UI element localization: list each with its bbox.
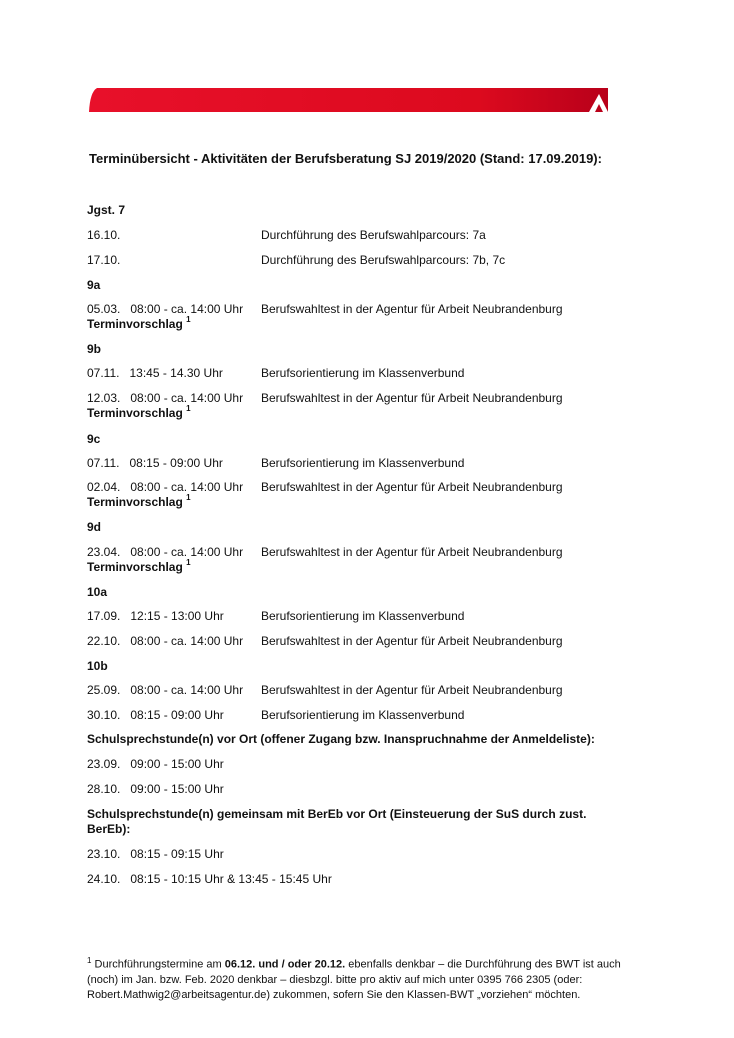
office-hours-item: 24.10. 08:15 - 10:15 Uhr & 13:45 - 15:45 Uhr — [87, 872, 332, 886]
section-10b: 10b — [87, 659, 108, 673]
section-jgst7: Jgst. 7 — [87, 203, 126, 217]
row-date: 07.11. 13:45 - 14.30 Uhr — [87, 366, 223, 380]
row-note: Terminvorschlag $^1$ — [87, 404, 191, 420]
row-date: 30.10. 08:15 - 09:00 Uhr — [87, 708, 224, 722]
row-event: Berufsorientierung im Klassenverbund — [261, 456, 465, 470]
row-note: Terminvorschlag $^1$ — [87, 315, 191, 331]
row-note: Terminvorschlag $^1$ — [87, 558, 191, 574]
row-event: Durchführung des Berufswahlparcours: 7a — [261, 228, 486, 242]
row-event: Berufswahltest in der Agentur für Arbeit Neubrandenburg — [261, 545, 563, 559]
footnote: $^1$ Durchführungstermine am 06.12. und / oder 20.12. ebenfalls denkbar – die Durchführung des BWT ist auch (noch) im Jan. bzw. Feb. 2020 denkbar – diesbzgl. bitte pro aktiv auf mich unter 0395 766 2305 (oder: Robert.Mathwig2@arbeitsagentur.de) zukommen, sofern Sie den Klassen-BWT „vorziehen“ möchten. — [87, 956, 621, 1001]
row-date: 07.11. 08:15 - 09:00 Uhr — [87, 456, 223, 470]
row-note: Terminvorschlag $^1$ — [87, 493, 191, 509]
row-event: Berufsorientierung im Klassenverbund — [261, 366, 465, 380]
section-9d: 9d — [87, 520, 102, 534]
joint-office-hours-heading: Schulsprechstunde(n) gemeinsam mit BerEb vor Ort (Einsteuerung der SuS durch zust. — [87, 807, 587, 821]
row-event: Berufswahltest in der Agentur für Arbeit Neubrandenburg — [261, 391, 563, 405]
row-event: Berufsorientierung im Klassenverbund — [261, 708, 465, 722]
row-event: Berufsorientierung im Klassenverbund — [261, 609, 465, 623]
row-date: 22.10. 08:00 - ca. 14:00 Uhr — [87, 634, 244, 648]
office-hours-heading: Schulsprechstunde(n) vor Ort (offener Zugang bzw. Inanspruchnahme der Anmeldeliste): — [87, 732, 595, 746]
header-banner — [89, 88, 608, 112]
page-title: Terminübersicht - Aktivitäten der Berufsberatung SJ 2019/2020 (Stand: 17.09.2019): — [89, 151, 602, 166]
section-9b: 9b — [87, 342, 102, 356]
row-date: 05.03. 08:00 - ca. 14:00 Uhr — [87, 302, 244, 316]
row-date: 12.03. 08:00 - ca. 14:00 Uhr — [87, 391, 244, 405]
row-date: 17.10. — [87, 253, 121, 267]
row-event: Berufswahltest in der Agentur für Arbeit Neubrandenburg — [261, 634, 563, 648]
office-hours-item: 23.09. 09:00 - 15:00 Uhr — [87, 757, 224, 771]
row-date: 23.04. 08:00 - ca. 14:00 Uhr — [87, 545, 244, 559]
joint-office-hours-heading-cont: BerEb): — [87, 822, 131, 836]
office-hours-item: 23.10. 08:15 - 09:15 Uhr — [87, 847, 224, 861]
row-date: 16.10. — [87, 228, 121, 242]
section-10a: 10a — [87, 585, 108, 599]
banner-bar — [89, 88, 608, 112]
office-hours-item: 28.10. 09:00 - 15:00 Uhr — [87, 782, 224, 796]
row-event: Durchführung des Berufswahlparcours: 7b, 7c — [261, 253, 506, 267]
row-event: Berufswahltest in der Agentur für Arbeit Neubrandenburg — [261, 683, 563, 697]
row-date: 25.09. 08:00 - ca. 14:00 Uhr — [87, 683, 244, 697]
section-9c: 9c — [87, 432, 101, 446]
section-9a: 9a — [87, 278, 101, 292]
footnote-marker: 1 — [87, 956, 92, 965]
row-date: 02.04. 08:00 - ca. 14:00 Uhr — [87, 480, 244, 494]
row-date: 17.09. 12:15 - 13:00 Uhr — [87, 609, 224, 623]
row-event: Berufswahltest in der Agentur für Arbeit Neubrandenburg — [261, 302, 563, 316]
row-event: Berufswahltest in der Agentur für Arbeit Neubrandenburg — [261, 480, 563, 494]
